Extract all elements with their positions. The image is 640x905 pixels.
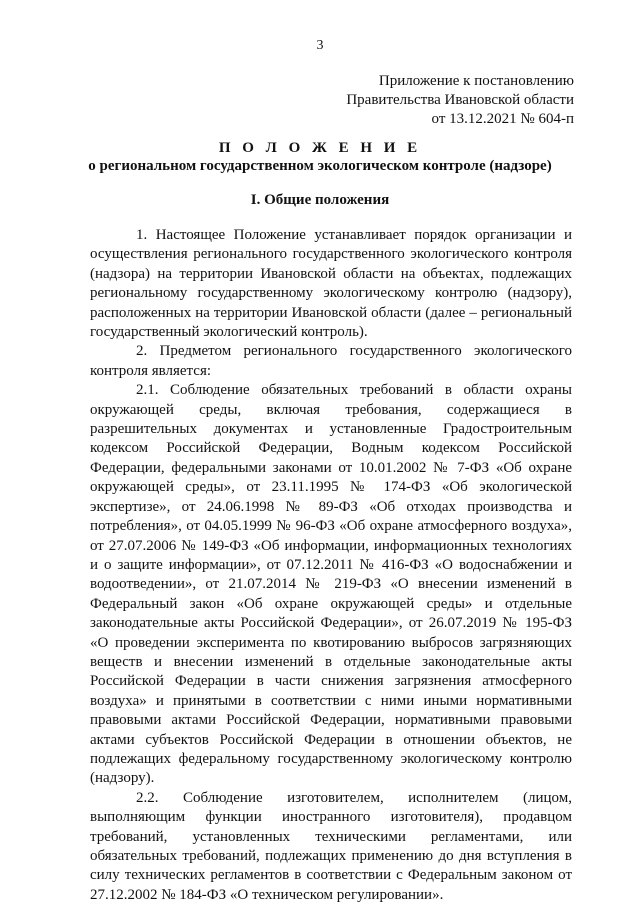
appendix-block <box>274 72 574 129</box>
appendix-line-3: от 13.12.2021 № 604-п <box>431 111 574 127</box>
section-title: I. Общие положения <box>250 192 390 208</box>
document-body <box>90 226 572 905</box>
paragraph-2: 2. Предметом регионального государственного экологического контроля является: <box>90 343 572 379</box>
appendix-line-2: Правительства Ивановской области <box>346 92 574 108</box>
document-subtitle: о региональном государственном экологическом контроле (надзоре) <box>88 158 552 174</box>
paragraph-1: 1. Настоящее Положение устанавливает порядок организации и осуществления регионального государственного экологического контроля (надзора) на территории Ивановской области на объектах, подлежащих региональному государственному экологическому контролю (надзору), расположенных на территории Ивановской области (далее – региональный государственный экологический контроль). <box>90 227 572 341</box>
paragraph-2-1: 2.1. Соблюдение обязательных требований в области охраны окружающей среды, включая требования, содержащиеся в разрешительных документах и установленные Градостроительным кодексом Российской Федерации, Водным кодексом Российской Федерации, федеральными законами от 10.01.2002 № 7-ФЗ «Об охране окружающей среды», от 23.11.1995 № 174-ФЗ «Об экологической экспертизе», от 24.06.1998 № 89-ФЗ «Об отходах производства и потребления», от 04.05.1999 № 96-ФЗ «Об охране атмосферного воздуха», от 27.07.2006 № 149-ФЗ «Об информации, информационных технологиях и о защите информации», от 07.12.2011 № 416-ФЗ «О водоснабжении и водоотведении», от 21.07.2014 № 219-ФЗ «О внесении изменений в Федеральный закон «Об охране окружающей среды» и отдельные законодательные акты Российской Федерации», от 26.07.2019 № 195-ФЗ «О проведении эксперимента по квотированию выбросов загрязняющих веществ и внесении изменений в отдельные законодательные акты Российской Федерации в части снижения загрязнения атмосферного воздуха» и принятыми в соответствии с ними иными нормативными правовыми актами Российской Федерации, нормативными правовыми актами субъектов Российской Федерации в отношении объектов, не подлежащих федеральному государственному экологическому контролю (надзору). <box>90 382 572 787</box>
page-number: 3 <box>316 38 324 53</box>
appendix-line-1: Приложение к постановлению <box>378 73 574 89</box>
paragraph-2-2: 2.2. Соблюдение изготовителем, исполнителем (лицом, выполняющим функции иностранного изготовителя), продавцом требований, установленных техническими регламентами, или обязательных требований, подлежащих применению до дня вступления в силу технических регламентов в соответствии с Федеральным законом от 27.12.2002 № 184-ФЗ «О техническом регулировании». <box>90 789 572 903</box>
document-title: П О Л О Ж Е Н И Е <box>218 140 422 156</box>
